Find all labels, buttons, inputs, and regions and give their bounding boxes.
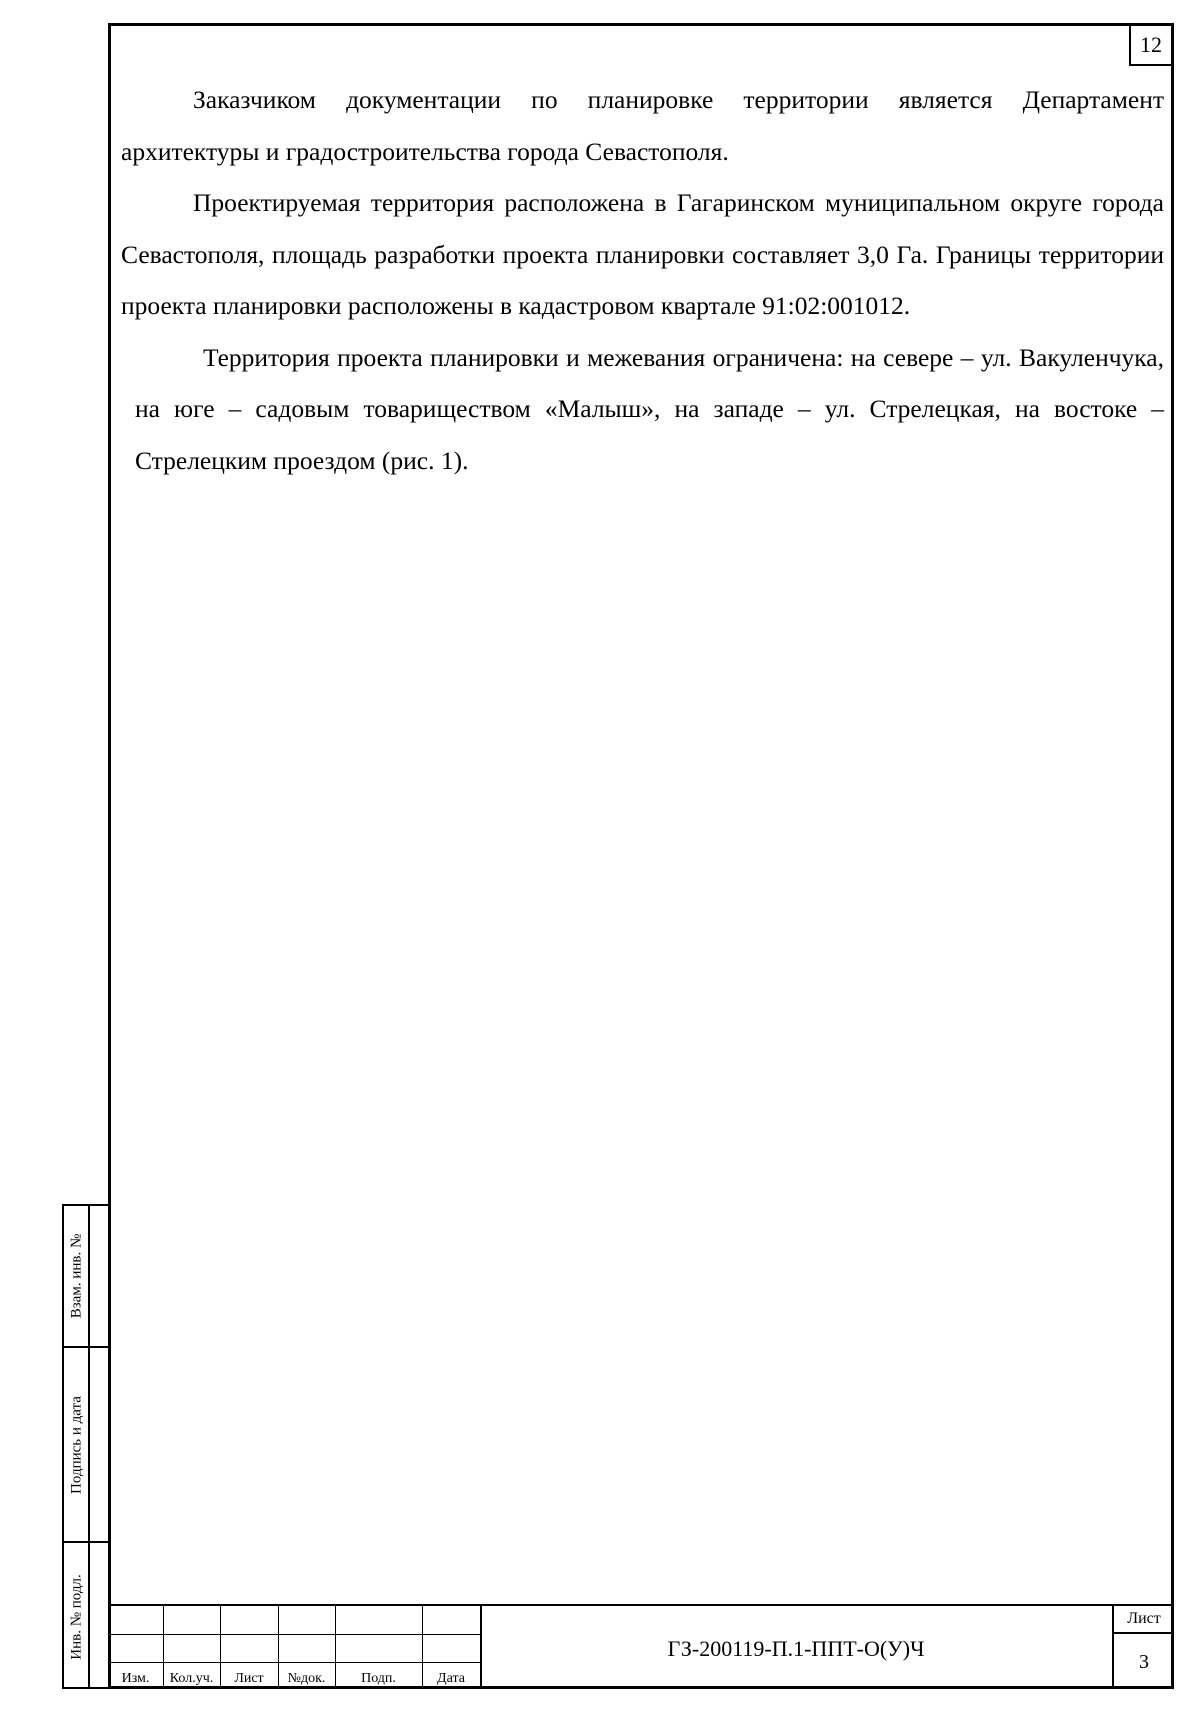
document-code: ГЗ-200119-П.1-ППТ-О(У)Ч: [480, 1606, 1110, 1689]
col-header-change: Изм.: [121, 1671, 150, 1686]
original-inv-label: Инв. № подл.: [68, 1574, 85, 1660]
sheet-number: 3: [1139, 1651, 1149, 1673]
col-header-date: Дата: [437, 1671, 465, 1686]
col-header-doc: №док.: [287, 1671, 326, 1686]
col-header-signature: Подп.: [361, 1671, 396, 1686]
paragraph-customer: Заказчиком документации по планировке территории является Департамент архитектуры и градостроительства города Севастополя.: [121, 85, 1164, 166]
sheet-box: [1112, 1606, 1174, 1689]
paragraph-territory-location: Проектируемая территория расположена в Гагаринском муниципальном округе города Севастополя, площадь разработки проекта планировки составляет 3,0 Га. Границы территории проекта планировки расположены в кадастровом квартале 91:02:001012.: [121, 188, 1164, 320]
col-header-count: Кол.уч.: [169, 1671, 214, 1686]
side-divider: [90, 1346, 110, 1348]
revision-table: [108, 1606, 480, 1689]
paragraph-territory-boundaries: Территория проекта планировки и межевания ограничена: на севере – ул. Вакуленчука, на юге – садовым товариществом «Малыш», на западе – ул. Стрелецкая, на востоке – Стрелецким проездом (рис. 1).: [135, 342, 1164, 475]
drawing-frame: [108, 23, 1174, 1689]
exchange-inv-cell: [64, 1206, 90, 1346]
title-block: [108, 1604, 1174, 1689]
page-number: 12: [1129, 26, 1171, 66]
sheet-label: Лист: [1114, 1606, 1174, 1634]
document-body: [121, 74, 1164, 486]
side-divider: [90, 1541, 110, 1543]
original-inv-cell: [64, 1541, 90, 1691]
exchange-inv-label: Взам. инв. №: [68, 1233, 85, 1319]
signature-date-label: Подпись и дата: [68, 1395, 85, 1494]
side-stamp: [62, 1204, 108, 1689]
col-header-sheet: Лист: [234, 1671, 264, 1686]
signature-date-cell: [64, 1346, 90, 1541]
side-stamp-labels: [64, 1206, 90, 1687]
